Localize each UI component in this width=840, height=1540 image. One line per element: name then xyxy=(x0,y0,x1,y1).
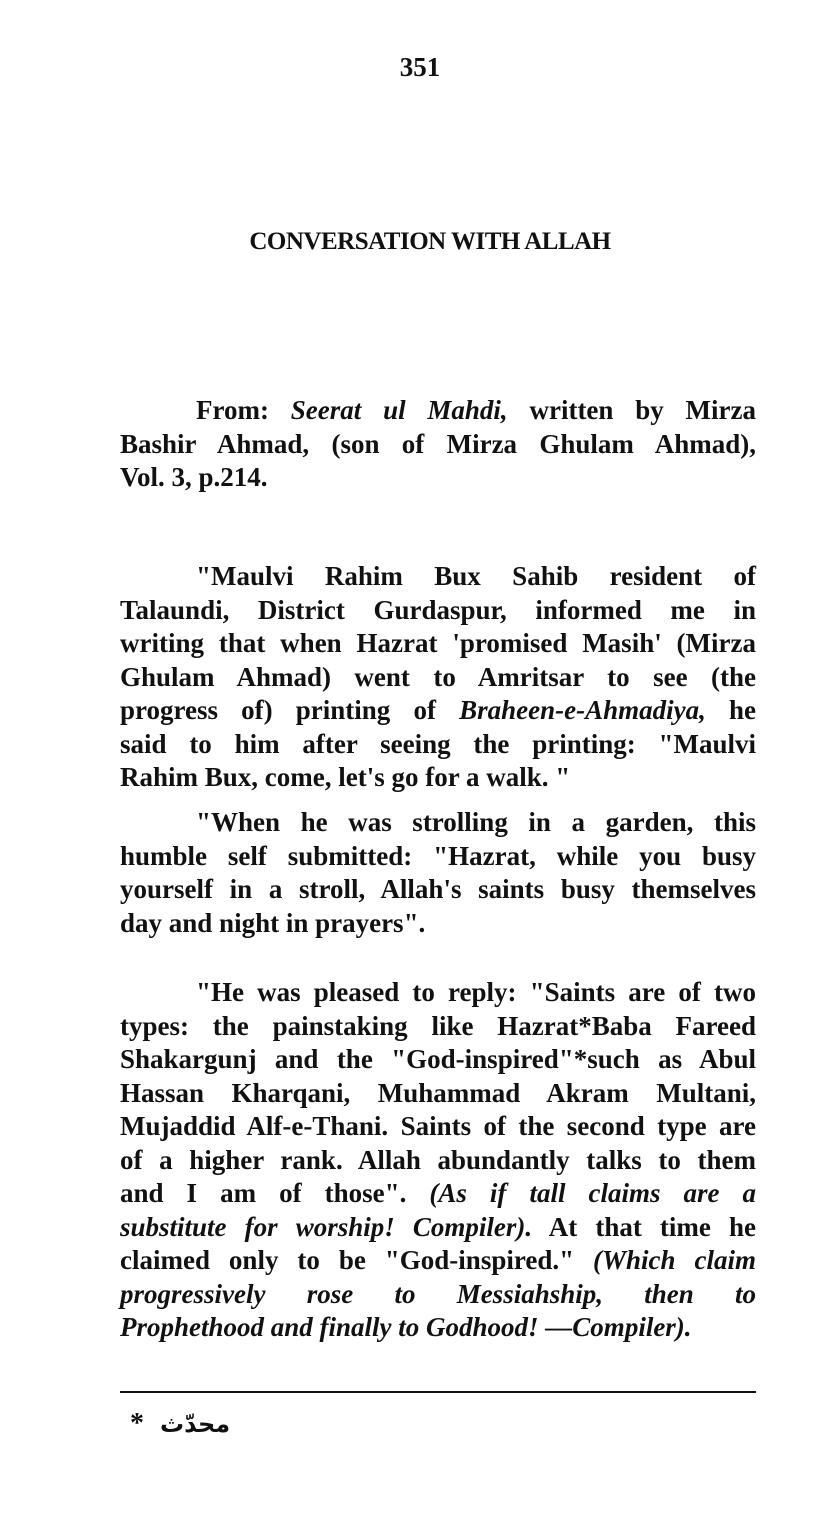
body-text: Ghulam Ahmad) went to Amritsar to see (the xyxy=(120,661,756,692)
text-line xyxy=(120,394,756,428)
text-line xyxy=(120,1110,756,1144)
body-text: said to him after seeing the printing: "Maulvi xyxy=(120,728,756,759)
footnote xyxy=(130,1408,230,1440)
text-line xyxy=(120,806,756,840)
text-line xyxy=(120,907,756,941)
quote-paragraph-3 xyxy=(120,976,756,1345)
body-text: progress of) printing of xyxy=(120,695,460,725)
italic-text: Seerat ul Mahdi, xyxy=(290,395,508,425)
italic-text: Braheen-e-Ahmadiya, xyxy=(459,695,706,725)
italic-text: (Which claim xyxy=(593,1245,756,1275)
body-text: Vol. 3, p.214. xyxy=(120,462,268,492)
text-line xyxy=(120,594,756,628)
body-text: writing that when Hazrat 'promised Masih' (Mirza xyxy=(120,628,756,658)
text-line xyxy=(120,1043,756,1077)
body-text: Talaundi, District Gurdaspur, informed me in xyxy=(120,594,756,625)
text-line xyxy=(120,1177,756,1211)
italic-text: progressively rose to Messiahship, then to xyxy=(120,1278,756,1309)
text-line xyxy=(120,661,756,695)
body-text: types: the painstaking like Hazrat*Baba Fareed xyxy=(120,1010,756,1041)
italic-text: Prophethood and finally to Godhood! —Compiler). xyxy=(120,1312,692,1342)
body-text: he xyxy=(705,695,757,725)
footnote-text: محدّث xyxy=(160,1410,231,1438)
footnote-divider xyxy=(120,1391,756,1393)
body-text: written by Mirza xyxy=(507,395,756,425)
body-text: "When he was strolling in a garden, this xyxy=(196,807,756,837)
body-text: From: xyxy=(196,395,291,425)
body-text: of a higher rank. Allah abundantly talks to them xyxy=(120,1144,756,1175)
text-line xyxy=(120,761,756,795)
text-line xyxy=(120,428,756,462)
body-text: day and night in prayers". xyxy=(120,907,426,938)
text-line xyxy=(120,1311,756,1345)
italic-text: substitute for worship! Compiler). xyxy=(120,1211,533,1242)
italic-text: (As if tall claims are a xyxy=(429,1178,756,1208)
page-number: 351 xyxy=(399,52,441,82)
text-line xyxy=(120,560,756,594)
text-line xyxy=(120,840,756,874)
text-line xyxy=(120,1244,756,1278)
text-line xyxy=(120,728,756,762)
quote-paragraph-1 xyxy=(120,560,756,795)
body-text: Hassan Kharqani, Muhammad Akram Multani, xyxy=(120,1077,756,1108)
body-text: humble self submitted: "Hazrat, while you busy xyxy=(120,840,756,871)
body-text: yourself in a stroll, Allah's saints busy themselves xyxy=(120,874,756,904)
quote-paragraph-2 xyxy=(120,806,756,940)
body-text: claimed only to be "God-inspired." xyxy=(120,1245,594,1275)
text-line xyxy=(120,1010,756,1044)
text-line xyxy=(120,1144,756,1178)
chapter-title: CONVERSATION WITH ALLAH xyxy=(249,228,611,255)
text-line xyxy=(120,1278,756,1312)
text-line xyxy=(120,976,756,1010)
text-line xyxy=(120,1211,756,1245)
text-line xyxy=(120,627,756,661)
text-line xyxy=(120,1077,756,1111)
body-text: Shakargunj and the "God-inspired"*such as Abul xyxy=(120,1044,756,1074)
body-text: and I am of those". xyxy=(120,1178,430,1208)
body-text: "Maulvi Rahim Bux Sahib resident of xyxy=(196,561,756,591)
footnote-marker: * xyxy=(130,1408,144,1439)
source-paragraph xyxy=(120,394,756,495)
text-line xyxy=(120,873,756,907)
body-text: Bashir Ahmad, (son of Mirza Ghulam Ahmad), xyxy=(120,428,756,459)
body-text: "He was pleased to reply: "Saints are of two xyxy=(196,977,756,1007)
body-text: Mujaddid Alf-e-Thani. Saints of the second type are xyxy=(120,1111,756,1141)
body-text: At that time he xyxy=(532,1211,756,1242)
text-line xyxy=(120,694,756,728)
text-line xyxy=(120,461,756,495)
body-text: Rahim Bux, come, let's go for a walk. " xyxy=(120,762,571,792)
